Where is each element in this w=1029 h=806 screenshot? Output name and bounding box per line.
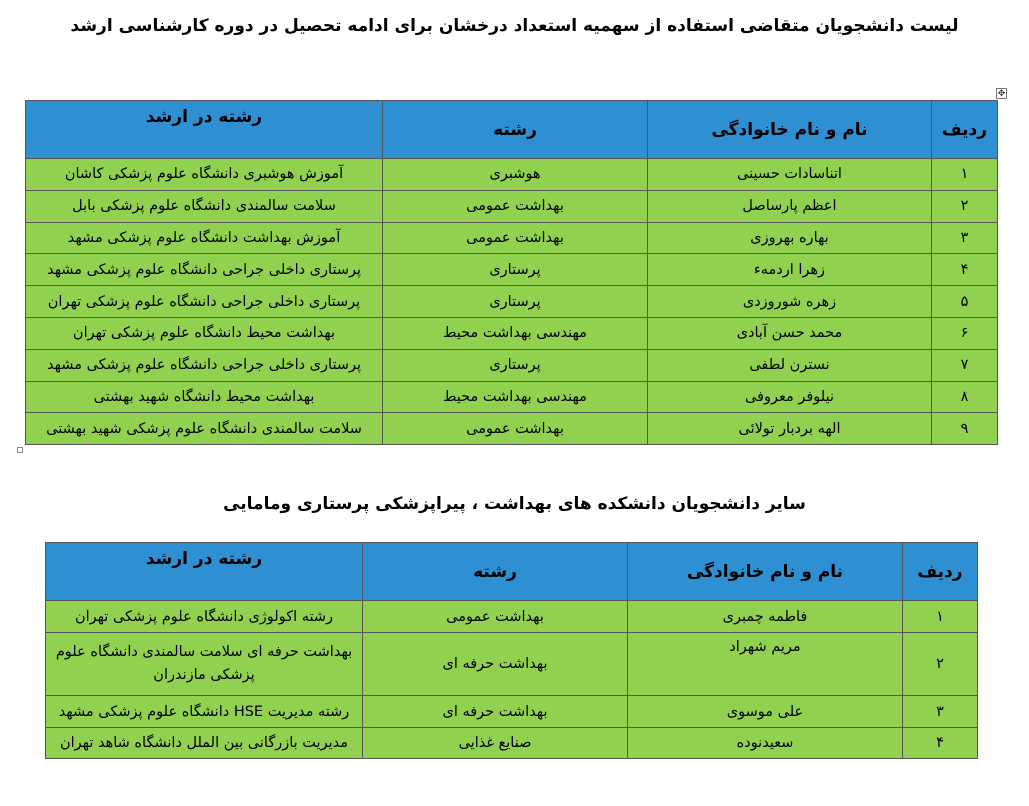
table-header-row xyxy=(26,101,998,159)
row-number: ۵ xyxy=(932,286,998,318)
table-row xyxy=(26,222,998,254)
row-number: ۲ xyxy=(903,633,978,696)
student-name: محمد حسن آبادی xyxy=(648,317,932,349)
masters-field: آموزش هوشبری دانشگاه علوم پزشکی کاشان xyxy=(26,159,383,191)
talented-students-table xyxy=(25,100,998,445)
row-number: ۴ xyxy=(932,254,998,286)
masters-field: بهداشت محیط دانشگاه علوم پزشکی تهران xyxy=(26,317,383,349)
header-full-name: نام و نام خانوادگی xyxy=(628,543,903,601)
student-field: بهداشت حرفه ای xyxy=(363,633,628,696)
table-row xyxy=(26,254,998,286)
student-field: مهندسی بهداشت محیط xyxy=(383,381,648,413)
student-field: بهداشت عمومی xyxy=(383,190,648,222)
student-name: الهه بردبار تولائی xyxy=(648,413,932,445)
student-field: بهداشت عمومی xyxy=(363,601,628,633)
table-row xyxy=(26,159,998,191)
header-field: رشته xyxy=(383,101,648,159)
row-number: ۳ xyxy=(903,696,978,728)
other-students-table xyxy=(45,542,978,759)
masters-field: آموزش بهداشت دانشگاه علوم پزشکی مشهد xyxy=(26,222,383,254)
table-row xyxy=(26,317,998,349)
masters-field: پرستاری داخلی جراحی دانشگاه علوم پزشکی مشهد xyxy=(26,349,383,381)
table-row xyxy=(46,601,978,633)
row-number: ۴ xyxy=(903,728,978,759)
student-field: پرستاری xyxy=(383,254,648,286)
student-field: بهداشت عمومی xyxy=(383,413,648,445)
row-number: ۲ xyxy=(932,190,998,222)
header-row-number: ردیف xyxy=(932,101,998,159)
header-row-number: ردیف xyxy=(903,543,978,601)
row-number: ۷ xyxy=(932,349,998,381)
student-name: مریم شهراد xyxy=(628,633,903,696)
student-name: زهرا اردمه‌ء xyxy=(648,254,932,286)
student-field: صنایع غذایی xyxy=(363,728,628,759)
masters-field: پرستاری داخلی جراحی دانشگاه علوم پزشکی مشهد xyxy=(26,254,383,286)
row-number: ۳ xyxy=(932,222,998,254)
student-field: بهداشت عمومی xyxy=(383,222,648,254)
table-row xyxy=(46,696,978,728)
header-field: رشته xyxy=(363,543,628,601)
row-number: ۶ xyxy=(932,317,998,349)
row-number: ۱ xyxy=(932,159,998,191)
student-field: پرستاری xyxy=(383,349,648,381)
masters-field: سلامت سالمندی دانشگاه علوم پزشکی بابل xyxy=(26,190,383,222)
table-move-handle-icon[interactable]: ✥ xyxy=(997,89,1006,99)
section-title: سایر دانشجویان دانشکده های بهداشت ، پیراپزشکی پرستاری ومامایی xyxy=(223,494,806,514)
table-header-row xyxy=(46,543,978,601)
student-name: سعیدنوده xyxy=(628,728,903,759)
row-number: ۹ xyxy=(932,413,998,445)
document-title: لیست دانشجویان متقاضی استفاده از سهمیه استعداد درخشان برای ادامه تحصیل در دوره کارشناسی ارشد xyxy=(70,16,959,36)
masters-field: رشته مدیریت HSE دانشگاه علوم پزشکی مشهد xyxy=(46,696,363,728)
table-row xyxy=(46,728,978,759)
student-name: اعظم پارساصل xyxy=(648,190,932,222)
student-field: پرستاری xyxy=(383,286,648,318)
header-full-name: نام و نام خانوادگی xyxy=(648,101,932,159)
table-row xyxy=(26,381,998,413)
student-name: زهره شوروزدی xyxy=(648,286,932,318)
table-row xyxy=(26,413,998,445)
masters-field: رشته اکولوژی دانشگاه علوم پزشکی تهران xyxy=(46,601,363,633)
student-name: نیلوفر معروفی xyxy=(648,381,932,413)
row-number: ۸ xyxy=(932,381,998,413)
student-name: فاطمه چمبری xyxy=(628,601,903,633)
masters-field: سلامت سالمندی دانشگاه علوم پزشکی شهید بهشتی xyxy=(26,413,383,445)
table-resize-handle-icon[interactable] xyxy=(17,447,23,453)
student-field: بهداشت حرفه ای xyxy=(363,696,628,728)
masters-field: بهداشت حرفه ای سلامت سالمندی دانشگاه علوم پزشکی مازندران xyxy=(46,633,363,696)
header-masters-field: رشته در ارشد xyxy=(46,543,363,601)
student-field: هوشبری xyxy=(383,159,648,191)
header-masters-field: رشته در ارشد xyxy=(26,101,383,159)
student-name: علی موسوی xyxy=(628,696,903,728)
student-name: اتناسادات حسینی xyxy=(648,159,932,191)
student-name: بهاره بهروزی xyxy=(648,222,932,254)
masters-field: بهداشت محیط دانشگاه شهید بهشتی xyxy=(26,381,383,413)
student-name: نسترن لطفی xyxy=(648,349,932,381)
row-number: ۱ xyxy=(903,601,978,633)
table-row xyxy=(26,190,998,222)
table-row xyxy=(26,349,998,381)
masters-field: پرستاری داخلی جراحی دانشگاه علوم پزشکی تهران xyxy=(26,286,383,318)
table-row xyxy=(46,633,978,696)
table-row xyxy=(26,286,998,318)
masters-field: مدیریت بازرگانی بین الملل دانشگاه شاهد تهران xyxy=(46,728,363,759)
student-field: مهندسی بهداشت محیط xyxy=(383,317,648,349)
